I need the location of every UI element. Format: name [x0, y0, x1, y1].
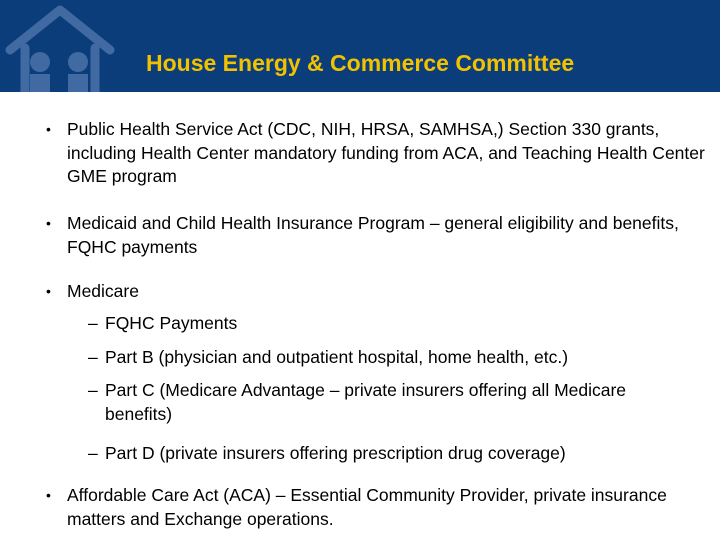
sub-text-part-c: Part C (Medicare Advantage – private insurers offering all Medicare benefits) — [105, 380, 627, 424]
bullet-text-aca: Affordable Care Act (ACA) – Essential Community Provider, private insurance matters and Exchange operations. — [67, 485, 667, 529]
dash-symbol: – — [88, 347, 98, 367]
bullet-text-medicare: Medicare — [67, 281, 139, 301]
bullet-text-phsa: Public Health Service Act (CDC, NIH, HRSA, SAMHSA,) Section 330 grants, including Health Center mandatory funding from ACA, and Teaching Health Center GME program — [67, 119, 705, 186]
house-logo-icon — [0, 0, 160, 92]
bullet-symbol: • — [46, 121, 51, 137]
dash-symbol: – — [88, 313, 98, 333]
bullet-symbol: • — [46, 283, 51, 299]
bullet-text-medicaid: Medicaid and Child Health Insurance Program – general eligibility and benefits, FQHC payments — [67, 213, 679, 257]
bullet-symbol: • — [46, 215, 51, 231]
page-title: House Energy & Commerce Committee — [146, 50, 575, 76]
bullet-symbol: • — [46, 487, 51, 503]
sub-text-part-b: Part B (physician and outpatient hospital, home health, etc.) — [105, 347, 569, 367]
sub-text-fqhc: FQHC Payments — [105, 313, 238, 333]
dash-symbol: – — [88, 380, 98, 400]
dash-symbol: – — [88, 443, 98, 463]
sub-text-part-d: Part D (private insurers offering prescription drug coverage) — [105, 443, 566, 463]
header-bar — [0, 0, 720, 92]
slide-content — [0, 92, 720, 540]
